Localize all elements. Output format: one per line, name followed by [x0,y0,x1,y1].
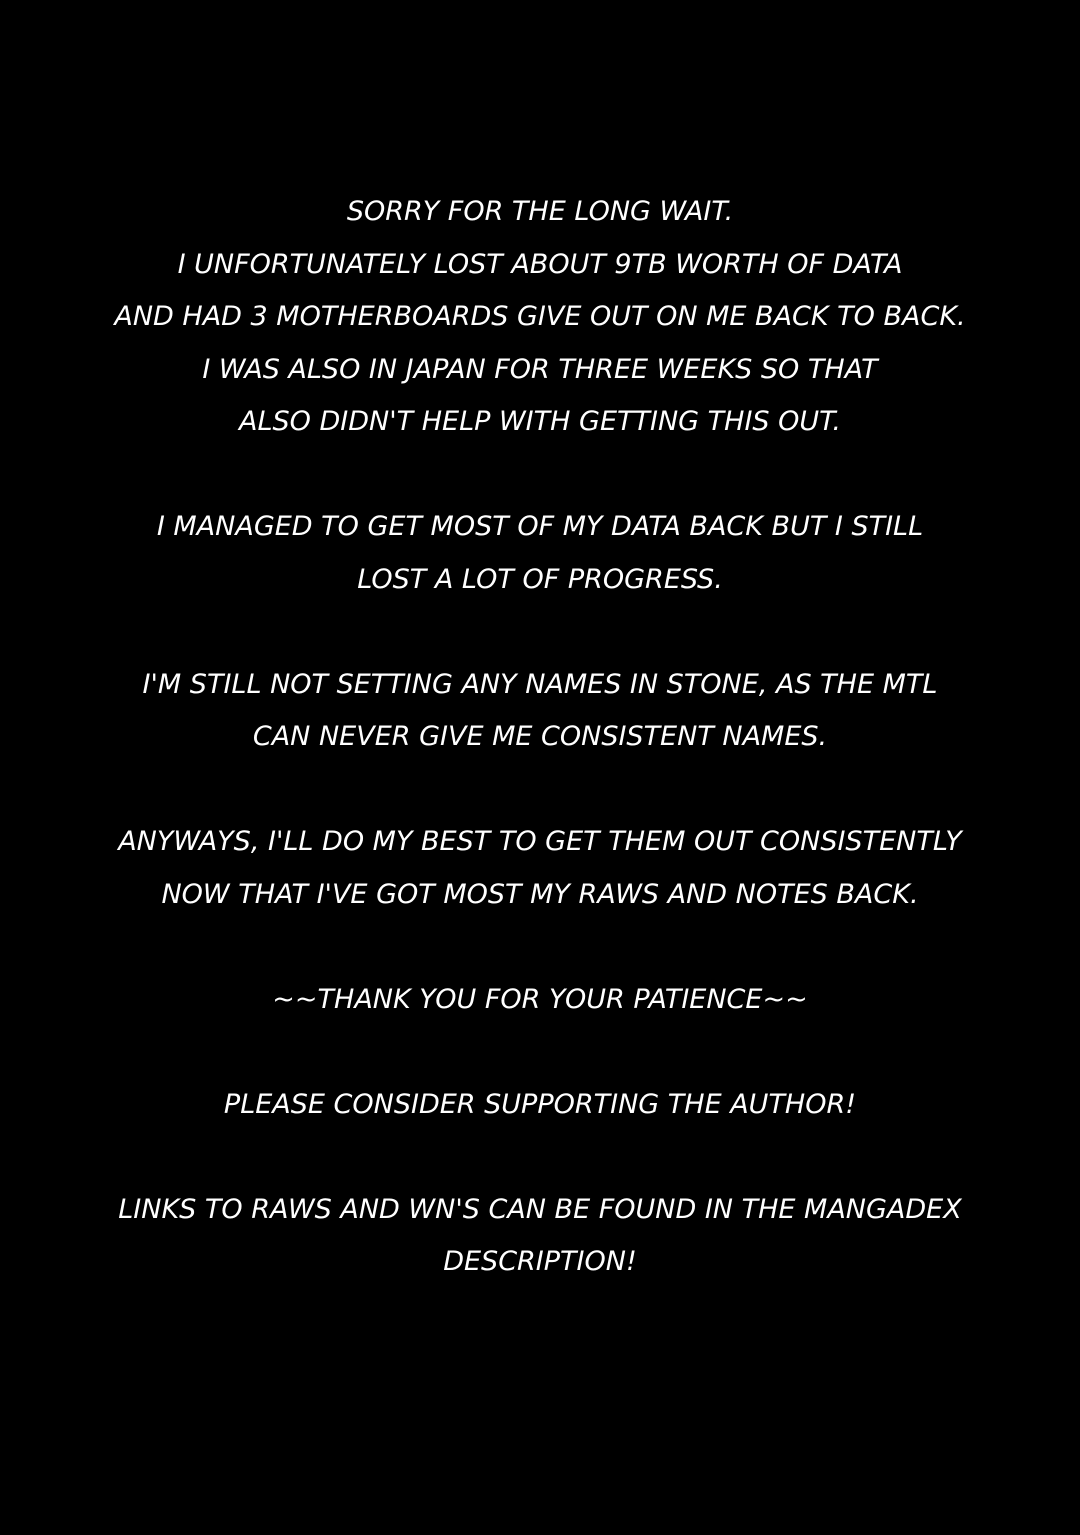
paragraph-spacer [20,1026,1060,1079]
note-line: AND HAD 3 MOTHERBOARDS GIVE OUT ON ME BACK TO BACK. [114,301,966,332]
translator-note [20,186,1060,1289]
paragraph-spacer [20,921,1060,974]
paragraph-spacer [20,764,1060,817]
note-line: PLEASE CONSIDER SUPPORTING THE AUTHOR! [223,1088,857,1120]
note-line: I WAS ALSO IN JAPAN FOR THREE WEEKS SO THAT [202,353,878,385]
paragraph-links [20,1184,1060,1289]
note-line: I'M STILL NOT SETTING ANY NAMES IN STONE, AS THE MTL [142,668,938,700]
note-line: I UNFORTUNATELY LOST ABOUT 9TB WORTH OF DATA [177,248,903,280]
note-line: SORRY FOR THE LONG WAIT. [346,196,734,227]
paragraph-support [20,1079,1060,1132]
note-line: DESCRIPTION! [443,1246,637,1277]
paragraph-spacer [20,606,1060,659]
note-line: LINKS TO RAWS AND WN'S CAN BE FOUND IN THE MANGADEX [118,1193,962,1225]
paragraph-progress [20,501,1060,606]
paragraph-apology [20,186,1060,449]
note-line: ANYWAYS, I'LL DO MY BEST TO GET THEM OUT CONSISTENTLY [118,826,962,857]
note-line: LOST A LOT OF PROGRESS. [357,563,723,595]
note-line: NOW THAT I'VE GOT MOST MY RAWS AND NOTES BACK. [161,878,919,910]
paragraph-thanks [20,974,1060,1027]
note-line: CAN NEVER GIVE ME CONSISTENT NAMES. [252,721,828,752]
paragraph-names [20,659,1060,764]
paragraph-spacer [20,1131,1060,1184]
note-line: ~~THANK YOU FOR YOUR PATIENCE~~ [272,983,808,1015]
paragraph-schedule [20,816,1060,921]
note-line: I MANAGED TO GET MOST OF MY DATA BACK BUT I STILL [156,511,924,542]
note-line: ALSO DIDN'T HELP WITH GETTING THIS OUT. [238,406,842,437]
paragraph-spacer [20,449,1060,502]
